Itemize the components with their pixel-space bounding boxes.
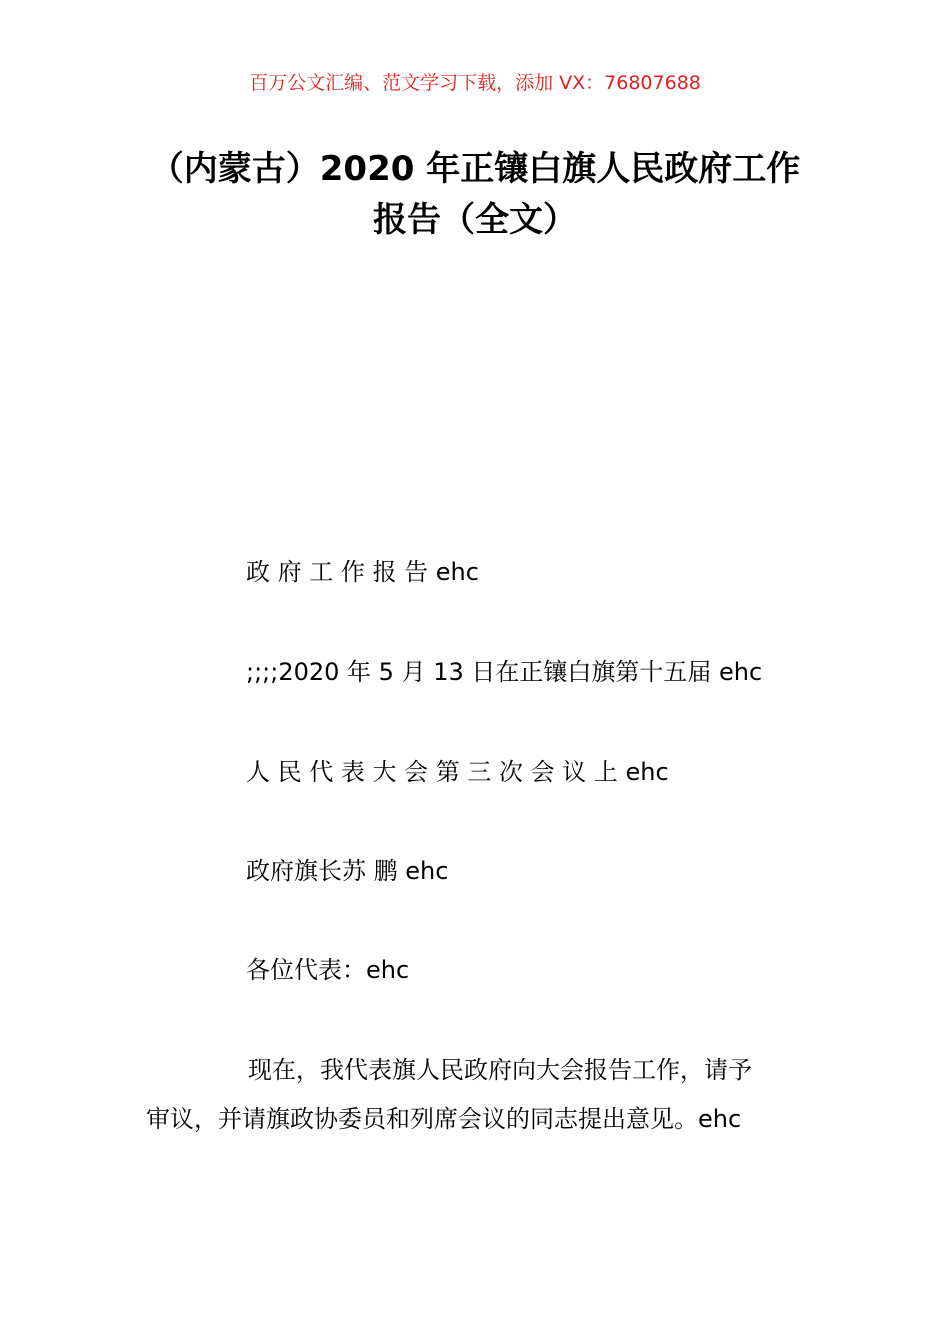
report-meeting-line: 人 民 代 表 大 会 第 三 次 会 议 上 ehc: [246, 758, 669, 786]
report-date-line: ;;;;2020 年 5 月 13 日在正镶白旗第十五届 ehc: [246, 658, 763, 686]
opening-paragraph-line-2: 审议，并请旗政协委员和列席会议的同志提出意见。ehc: [146, 1105, 742, 1133]
salutation: 各位代表：ehc: [246, 956, 410, 984]
report-speaker-line: 政府旗长苏 鹏 ehc: [246, 857, 449, 885]
document-title-line-2: 报告（全文）: [373, 200, 577, 240]
report-heading: 政 府 工 作 报 告 ehc: [246, 558, 479, 586]
document-title-line-1: （内蒙古）2020 年正镶白旗人民政府工作: [149, 149, 801, 189]
header-watermark-note: 百万公文汇编、范文学习下载，添加 VX：76807688: [249, 72, 701, 94]
opening-paragraph-line-1: 现在，我代表旗人民政府向大会报告工作，请予: [248, 1056, 752, 1084]
